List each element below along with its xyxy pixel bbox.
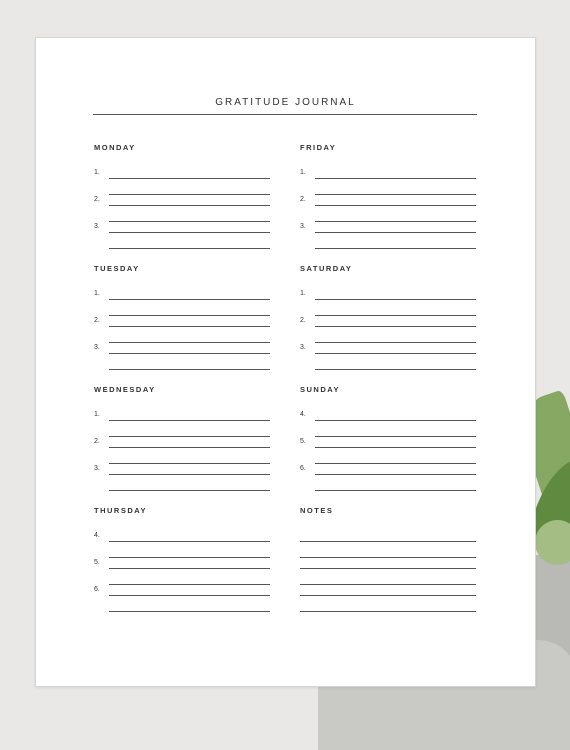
entry xyxy=(94,317,274,347)
write-line xyxy=(315,326,476,327)
write-line xyxy=(315,315,476,316)
section-title: SATURDAY xyxy=(300,264,353,273)
write-line xyxy=(109,490,270,491)
entry-number: 1. xyxy=(94,290,100,297)
write-line xyxy=(315,447,476,448)
entry xyxy=(94,438,274,468)
entry xyxy=(94,169,274,199)
write-line xyxy=(109,611,270,612)
entry xyxy=(300,344,480,374)
write-line xyxy=(109,221,270,222)
entry xyxy=(94,559,274,589)
entry-number: 4. xyxy=(94,532,100,539)
notes-line xyxy=(300,611,476,612)
entry-number: 1. xyxy=(300,290,306,297)
write-line xyxy=(109,353,270,354)
notes-line xyxy=(300,557,476,558)
entry-number: 1. xyxy=(300,169,306,176)
entry xyxy=(94,196,274,226)
write-line xyxy=(109,463,270,464)
write-line xyxy=(315,248,476,249)
entry xyxy=(300,223,480,253)
write-line xyxy=(109,541,270,542)
write-line xyxy=(315,353,476,354)
notes-line xyxy=(300,568,476,569)
write-line xyxy=(315,369,476,370)
journal-page xyxy=(35,37,536,687)
entry-number: 2. xyxy=(94,196,100,203)
entry-number: 3. xyxy=(300,223,306,230)
write-line xyxy=(315,436,476,437)
write-line xyxy=(315,205,476,206)
write-line xyxy=(109,248,270,249)
entry xyxy=(300,465,480,495)
entry xyxy=(94,344,274,374)
entry-number: 2. xyxy=(94,317,100,324)
write-line xyxy=(315,299,476,300)
write-line xyxy=(109,299,270,300)
entry-number: 2. xyxy=(300,196,306,203)
entry xyxy=(300,169,480,199)
section-title: MONDAY xyxy=(94,143,136,152)
write-line xyxy=(109,436,270,437)
entry xyxy=(300,438,480,468)
entry xyxy=(94,586,274,616)
write-line xyxy=(109,595,270,596)
entry-number: 5. xyxy=(300,438,306,445)
section-title: NOTES xyxy=(300,506,334,515)
section-title: FRIDAY xyxy=(300,143,337,152)
entry xyxy=(94,532,274,562)
write-line xyxy=(315,474,476,475)
write-line xyxy=(315,490,476,491)
write-line xyxy=(109,178,270,179)
entry-number: 5. xyxy=(94,559,100,566)
write-line xyxy=(315,463,476,464)
entry-number: 6. xyxy=(94,586,100,593)
write-line xyxy=(109,205,270,206)
entry xyxy=(300,196,480,226)
entry-number: 2. xyxy=(300,317,306,324)
write-line xyxy=(109,584,270,585)
write-line xyxy=(109,194,270,195)
entry-number: 1. xyxy=(94,411,100,418)
entry-number: 3. xyxy=(94,344,100,351)
write-line xyxy=(315,178,476,179)
entry xyxy=(94,223,274,253)
section-title: TUESDAY xyxy=(94,264,140,273)
section-title: SUNDAY xyxy=(300,385,340,394)
write-line xyxy=(109,474,270,475)
write-line xyxy=(109,420,270,421)
notes-line xyxy=(300,584,476,585)
title-rule xyxy=(93,114,477,115)
entry-number: 3. xyxy=(94,223,100,230)
write-line xyxy=(315,221,476,222)
write-line xyxy=(109,326,270,327)
write-line xyxy=(315,232,476,233)
write-line xyxy=(315,342,476,343)
write-line xyxy=(109,315,270,316)
write-line xyxy=(315,420,476,421)
entry-number: 3. xyxy=(300,344,306,351)
write-line xyxy=(109,568,270,569)
entry-number: 4. xyxy=(300,411,306,418)
entry-number: 3. xyxy=(94,465,100,472)
entry xyxy=(94,290,274,320)
notes-line xyxy=(300,541,476,542)
section-title: WEDNESDAY xyxy=(94,385,156,394)
section-title: THURSDAY xyxy=(94,506,147,515)
write-line xyxy=(315,194,476,195)
write-line xyxy=(109,232,270,233)
notes-line xyxy=(300,595,476,596)
entry xyxy=(94,465,274,495)
entry xyxy=(300,317,480,347)
entry-number: 2. xyxy=(94,438,100,445)
entry xyxy=(300,290,480,320)
write-line xyxy=(109,342,270,343)
write-line xyxy=(109,369,270,370)
entry xyxy=(300,411,480,441)
entry xyxy=(94,411,274,441)
entry-number: 1. xyxy=(94,169,100,176)
page-title: GRATITUDE JOURNAL xyxy=(215,97,356,108)
write-line xyxy=(109,557,270,558)
write-line xyxy=(109,447,270,448)
entry-number: 6. xyxy=(300,465,306,472)
